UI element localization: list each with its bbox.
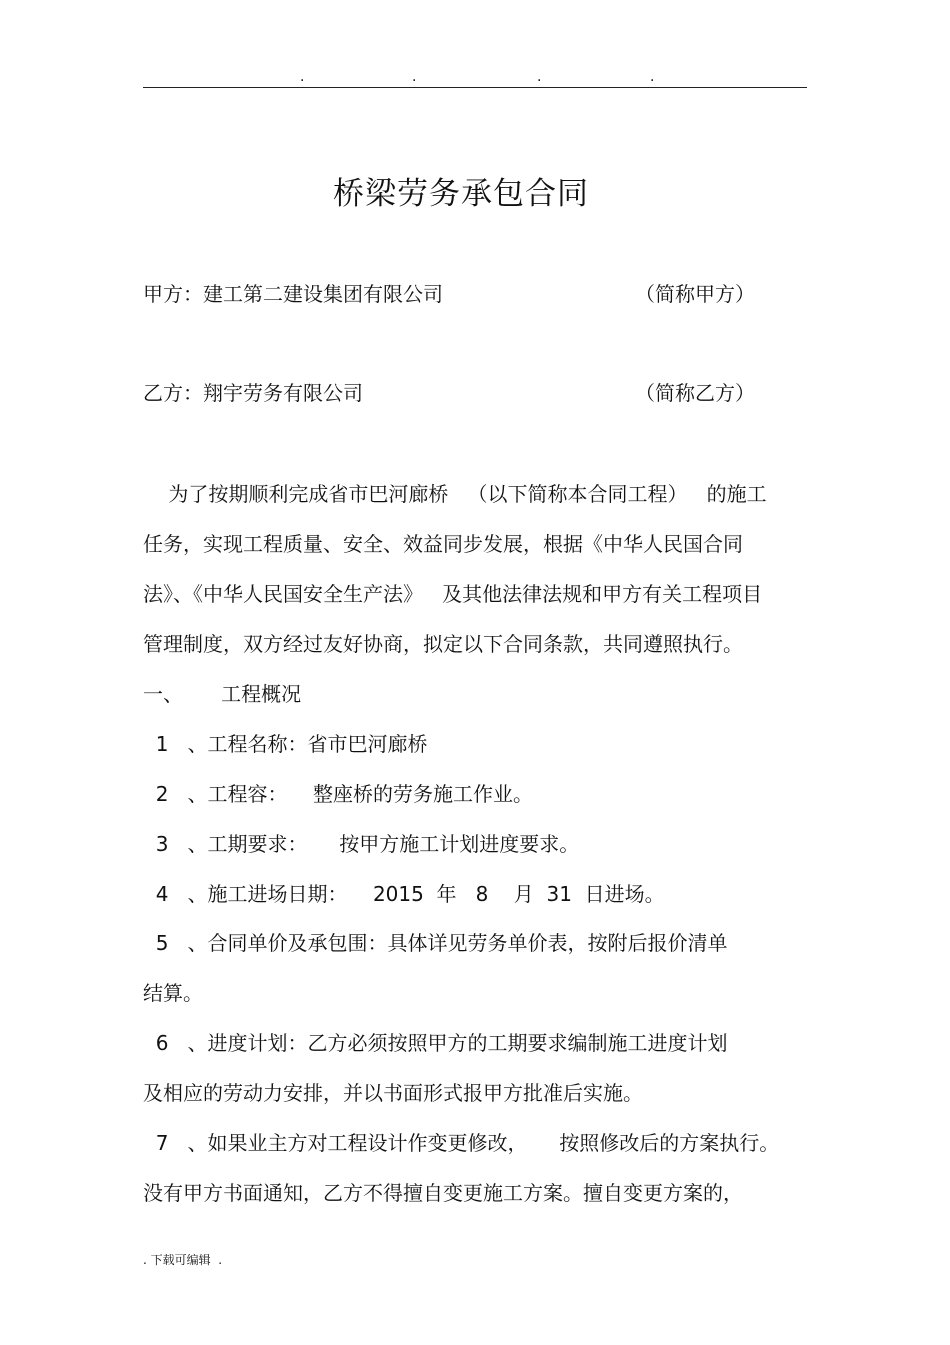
paragraph-line: 任务，实现工程质量、安全、效益同步发展，根据《中华人民国合同 xyxy=(143,532,743,556)
header-dot: . xyxy=(300,69,305,85)
clause-line: 7 、如果业主方对工程设计作变更修改， 按照修改后的方案执行。 xyxy=(143,1131,780,1155)
clause-line: 6 、进度计划：乙方必须按照甲方的工期要求编制施工进度计划 xyxy=(143,1031,728,1055)
paragraph-line: 管理制度，双方经过友好协商，拟定以下合同条款，共同遵照执行。 xyxy=(143,632,743,656)
party-a-abbreviation: （简称甲方） xyxy=(635,282,755,306)
party-b-abbreviation: （简称乙方） xyxy=(635,381,755,405)
clause-line: 结算。 xyxy=(143,981,203,1005)
clause-line: 及相应的劳动力安排，并以书面形式报甲方批准后实施。 xyxy=(143,1081,643,1105)
header-dot: . xyxy=(537,69,542,85)
party-a-line: 甲方：建工第二建设集团有限公司 xyxy=(143,282,443,306)
header-dots xyxy=(0,70,950,84)
paragraph-line: 为了按期顺利完成省市巴河廊桥 （以下简称本合同工程） 的施工 xyxy=(143,482,767,506)
clause-line: 1 、工程名称：省市巴河廊桥 xyxy=(143,732,428,756)
clause-line: 2 、工程容： 整座桥的劳务施工作业。 xyxy=(143,782,533,806)
party-b-line: 乙方：翔宇劳务有限公司 xyxy=(143,381,363,405)
clause-line: 3 、工期要求： 按甲方施工计划进度要求。 xyxy=(143,832,580,856)
section-heading: 一、 工程概况 xyxy=(143,682,302,706)
header-dot: . xyxy=(650,69,655,85)
clause-line: 4 、施工进场日期： 2015 年 8 月 31 日进场。 xyxy=(143,882,665,906)
clause-line: 没有甲方书面通知，乙方不得擅自变更施工方案。擅自变更方案的， xyxy=(143,1181,743,1205)
header-dot: . xyxy=(412,69,417,85)
document-title: 桥梁劳务承包合同 xyxy=(333,176,589,212)
header-rule xyxy=(143,87,807,88)
clause-line: 5 、合同单价及承包围：具体详见劳务单价表，按附后报价清单 xyxy=(143,931,728,955)
footer-note: . 下载可编辑 . xyxy=(143,1253,223,1267)
paragraph-line: 法》、《中华人民国安全生产法》 及其他法律法规和甲方有关工程项目 xyxy=(143,582,763,606)
